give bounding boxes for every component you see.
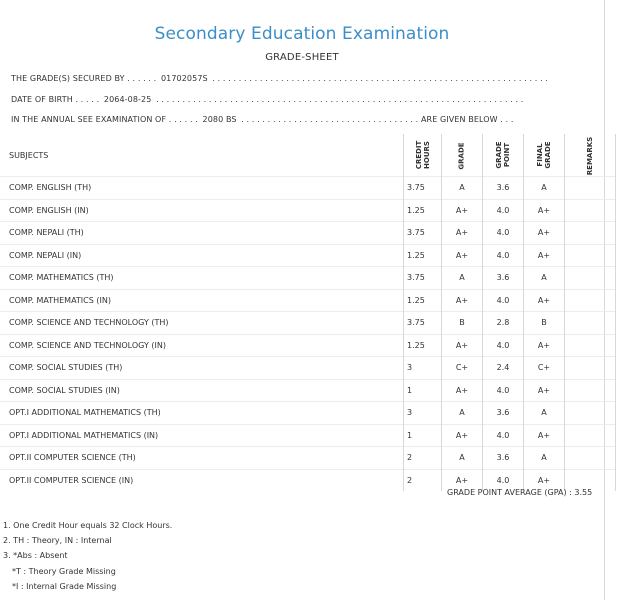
header-remarks — [565, 134, 616, 177]
credit-hours-cell: 1.25 — [404, 244, 442, 267]
remarks-cell — [565, 267, 616, 290]
table-row — [0, 222, 616, 245]
gpa-line — [447, 488, 592, 497]
grade-cell: A+ — [442, 424, 483, 447]
note-theory-missing: *T : Theory Grade Missing — [12, 567, 116, 576]
header-credit-hours — [404, 134, 442, 177]
table-header-row — [0, 134, 616, 177]
credit-hours-cell: 3 — [404, 402, 442, 425]
grade-cell: A+ — [442, 222, 483, 245]
note-th-in: 2. TH : Theory, IN : Internal — [3, 536, 112, 545]
table-row — [0, 402, 616, 425]
remarks-cell — [565, 244, 616, 267]
grade-point-cell: 2.8 — [483, 312, 524, 335]
credit-hours-cell: 3.75 — [404, 222, 442, 245]
subject-cell: COMP. NEPALI (TH) — [0, 222, 404, 245]
subject-cell: COMP. SOCIAL STUDIES (TH) — [0, 357, 404, 380]
grade-cell: B — [442, 312, 483, 335]
table-row — [0, 357, 616, 380]
secured-by-dots: . . . . . . . . . . . . . . . . . . . . . . . . . . . . . . . . . . . . . . . . . . . . . . . . . . . . . . . . . . . . . . . . — [212, 74, 548, 83]
final-grade-cell: A+ — [524, 469, 565, 491]
dob-dots: . . . . . . . . . . . . . . . . . . . . . . . . . . . . . . . . . . . . . . . . . . . . . . . . . . . . . . . . . . . . . . . . . . . . . . — [156, 95, 524, 104]
subject-cell: OPT.I ADDITIONAL MATHEMATICS (TH) — [0, 402, 404, 425]
final-grade-cell: B — [524, 312, 565, 335]
final-grade-cell: A+ — [524, 424, 565, 447]
subject-cell: OPT.II COMPUTER SCIENCE (IN) — [0, 469, 404, 491]
note-credit-hour: 1. One Credit Hour equals 32 Clock Hours. — [3, 521, 173, 530]
grade-point-cell: 4.0 — [483, 199, 524, 222]
grade-cell: A — [442, 177, 483, 200]
subject-cell: COMP. ENGLISH (TH) — [0, 177, 404, 200]
dob-value: 2064-08-25 — [103, 95, 152, 104]
final-grade-cell: A+ — [524, 244, 565, 267]
exam-year: 2080 BS — [202, 115, 237, 124]
subject-cell: COMP. MATHEMATICS (IN) — [0, 289, 404, 312]
final-grade-cell: A — [524, 177, 565, 200]
grade-cell: A — [442, 447, 483, 470]
header-remarks-label: REMARKS — [585, 136, 594, 175]
grade-point-cell: 3.6 — [483, 402, 524, 425]
grade-cell: A — [442, 267, 483, 290]
subject-cell: COMP. NEPALI (IN) — [0, 244, 404, 267]
gpa-value: 3.55 — [574, 488, 593, 497]
grade-cell: A+ — [442, 469, 483, 491]
table-row — [0, 312, 616, 335]
header-final-grade — [524, 134, 565, 177]
grade-cell: A — [442, 402, 483, 425]
subject-cell: OPT.I ADDITIONAL MATHEMATICS (IN) — [0, 424, 404, 447]
table-row — [0, 244, 616, 267]
grade-point-cell: 4.0 — [483, 469, 524, 491]
subject-cell: COMP. SCIENCE AND TECHNOLOGY (TH) — [0, 312, 404, 335]
table-row — [0, 447, 616, 470]
remarks-cell — [565, 447, 616, 470]
credit-hours-cell: 3.75 — [404, 267, 442, 290]
header-subjects: SUBJECTS — [9, 150, 49, 160]
note-absent: 3. *Abs : Absent — [3, 551, 68, 560]
grade-point-cell: 4.0 — [483, 222, 524, 245]
table-row — [0, 334, 616, 357]
credit-hours-cell: 3 — [404, 357, 442, 380]
grades-table — [0, 134, 616, 491]
header-grade-label: GRADE — [458, 141, 466, 170]
dob-line — [11, 95, 523, 104]
grade-cell: A+ — [442, 244, 483, 267]
credit-hours-cell: 3.75 — [404, 312, 442, 335]
table-row — [0, 267, 616, 290]
header-credit-hours-label: CREDIT HOURS — [414, 140, 431, 170]
remarks-cell — [565, 357, 616, 380]
grade-point-cell: 4.0 — [483, 244, 524, 267]
grade-cell: A+ — [442, 199, 483, 222]
remarks-cell — [565, 289, 616, 312]
subject-cell: COMP. SOCIAL STUDIES (IN) — [0, 379, 404, 402]
symbol-number: 01702057S — [160, 74, 208, 83]
grade-cell: A+ — [442, 334, 483, 357]
secured-by-label: THE GRADE(S) SECURED BY . . . . . . — [11, 74, 157, 83]
subject-cell: COMP. SCIENCE AND TECHNOLOGY (IN) — [0, 334, 404, 357]
header-final-grade-label: FINAL GRADE — [536, 141, 552, 169]
header-grade-point — [483, 134, 524, 177]
table-row — [0, 379, 616, 402]
remarks-cell — [565, 199, 616, 222]
remarks-cell — [565, 312, 616, 335]
credit-hours-cell: 1.25 — [404, 199, 442, 222]
exam-line — [11, 115, 514, 124]
credit-hours-cell: 1.25 — [404, 289, 442, 312]
subject-cell: COMP. ENGLISH (IN) — [0, 199, 404, 222]
final-grade-cell: A+ — [524, 222, 565, 245]
remarks-cell — [565, 402, 616, 425]
grade-point-cell: 4.0 — [483, 379, 524, 402]
credit-hours-cell: 1 — [404, 424, 442, 447]
final-grade-cell: A+ — [524, 289, 565, 312]
credit-hours-cell: 2 — [404, 469, 442, 491]
grade-point-cell: 3.6 — [483, 267, 524, 290]
final-grade-cell: A+ — [524, 334, 565, 357]
credit-hours-cell: 1 — [404, 379, 442, 402]
table-row — [0, 177, 616, 200]
grade-point-cell: 4.0 — [483, 289, 524, 312]
grade-point-cell: 2.4 — [483, 357, 524, 380]
grade-point-cell: 4.0 — [483, 424, 524, 447]
credit-hours-cell: 2 — [404, 447, 442, 470]
grade-sheet-heading: GRADE-SHEET — [265, 52, 339, 63]
final-grade-cell: A — [524, 402, 565, 425]
table-row — [0, 424, 616, 447]
dob-label: DATE OF BIRTH . . . . . — [11, 95, 100, 104]
gpa-label: GRADE POINT AVERAGE (GPA) : — [447, 488, 572, 497]
remarks-cell — [565, 334, 616, 357]
final-grade-cell: A+ — [524, 199, 565, 222]
exam-dots: . . . . . . . . . . . . . . . . . . . . . . . . . . . . . . . . . . — [241, 115, 419, 124]
exam-suffix: ARE GIVEN BELOW . . . — [420, 115, 514, 124]
grade-point-cell: 3.6 — [483, 177, 524, 200]
final-grade-cell: A — [524, 447, 565, 470]
credit-hours-cell: 3.75 — [404, 177, 442, 200]
final-grade-cell: A+ — [524, 379, 565, 402]
note-internal-missing: *I : Internal Grade Missing — [12, 582, 117, 591]
grade-cell: A+ — [442, 289, 483, 312]
header-grade — [442, 134, 483, 177]
remarks-cell — [565, 222, 616, 245]
grades-table-body — [0, 177, 616, 492]
remarks-cell — [565, 177, 616, 200]
credit-hours-cell: 1.25 — [404, 334, 442, 357]
grade-cell: C+ — [442, 357, 483, 380]
subject-cell: OPT.II COMPUTER SCIENCE (TH) — [0, 447, 404, 470]
header-grade-point-label: GRADE POINT — [495, 141, 511, 169]
final-grade-cell: C+ — [524, 357, 565, 380]
exam-title: Secondary Education Examination — [154, 24, 450, 44]
final-grade-cell: A — [524, 267, 565, 290]
grade-point-cell: 3.6 — [483, 447, 524, 470]
remarks-cell — [565, 379, 616, 402]
remarks-cell — [565, 424, 616, 447]
subject-cell: COMP. MATHEMATICS (TH) — [0, 267, 404, 290]
secured-by-line — [11, 74, 548, 83]
table-row — [0, 199, 616, 222]
grade-point-cell: 4.0 — [483, 334, 524, 357]
exam-label: IN THE ANNUAL SEE EXAMINATION OF . . . . . . — [11, 115, 198, 124]
grade-cell: A+ — [442, 379, 483, 402]
table-row — [0, 289, 616, 312]
